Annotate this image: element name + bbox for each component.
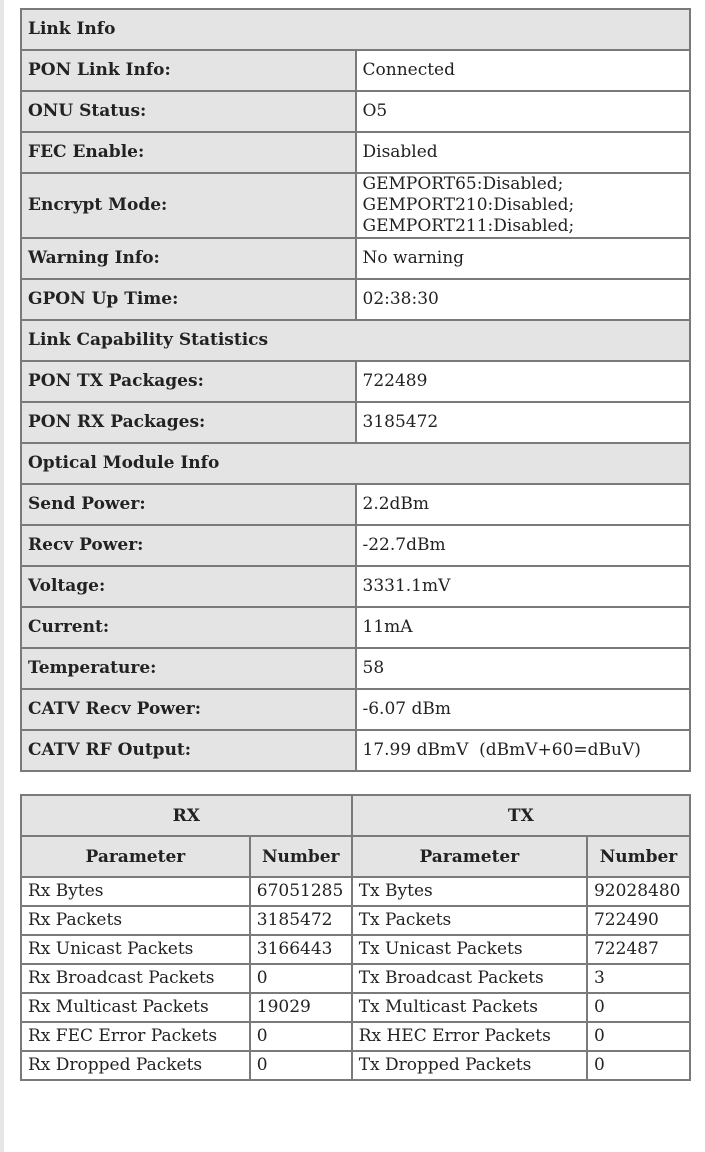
row-label: Warning Info: — [21, 238, 356, 279]
tx-parameter: Tx Bytes — [352, 877, 587, 906]
stats-group-header-row — [21, 795, 690, 836]
row-warning-info — [21, 238, 690, 279]
tx-parameter: Tx Broadcast Packets — [352, 964, 587, 993]
rx-number: 67051285 — [250, 877, 352, 906]
tx-parameter: Tx Multicast Packets — [352, 993, 587, 1022]
row-current — [21, 607, 690, 648]
row-label: PON RX Packages: — [21, 402, 356, 443]
tx-number: 92028480 — [587, 877, 690, 906]
rx-parameter: Rx Unicast Packets — [21, 935, 250, 964]
row-label: Voltage: — [21, 566, 356, 607]
row-pon-link-info — [21, 50, 690, 91]
rx-header: RX — [21, 795, 352, 836]
rx-number: 19029 — [250, 993, 352, 1022]
tx-parameter: Tx Dropped Packets — [352, 1051, 587, 1080]
page-left-edge — [0, 0, 4, 1152]
row-value: 3331.1mV — [356, 566, 691, 607]
row-voltage — [21, 566, 690, 607]
row-catv-rf-output — [21, 730, 690, 771]
section-title: Link Info — [21, 9, 690, 50]
row-value: -22.7dBm — [356, 525, 691, 566]
rx-parameter: Rx FEC Error Packets — [21, 1022, 250, 1051]
stats-row — [21, 964, 690, 993]
rx-parameter: Rx Packets — [21, 906, 250, 935]
tx-number: 0 — [587, 1051, 690, 1080]
rx-parameter-column-header: Parameter — [21, 836, 250, 877]
row-label: Temperature: — [21, 648, 356, 689]
rx-number: 0 — [250, 964, 352, 993]
row-label: Recv Power: — [21, 525, 356, 566]
row-value: 58 — [356, 648, 691, 689]
tx-parameter: Tx Packets — [352, 906, 587, 935]
section-title: Link Capability Statistics — [21, 320, 690, 361]
row-value: GEMPORT65:Disabled; GEMPORT210:Disabled; GEMPORT211:Disabled; — [356, 173, 691, 238]
rx-number: 3166443 — [250, 935, 352, 964]
rx-number-column-header: Number — [250, 836, 352, 877]
section-header-optical-module — [21, 443, 690, 484]
row-label: ONU Status: — [21, 91, 356, 132]
status-page — [20, 8, 691, 1081]
row-gpon-up-time — [21, 279, 690, 320]
tx-header: TX — [352, 795, 690, 836]
rx-number: 0 — [250, 1051, 352, 1080]
row-value: 02:38:30 — [356, 279, 691, 320]
stats-row — [21, 993, 690, 1022]
section-header-link-info — [21, 9, 690, 50]
stats-row — [21, 906, 690, 935]
row-value: No warning — [356, 238, 691, 279]
row-label: CATV Recv Power: — [21, 689, 356, 730]
tx-parameter: Rx HEC Error Packets — [352, 1022, 587, 1051]
stats-row — [21, 1022, 690, 1051]
row-value: Disabled — [356, 132, 691, 173]
row-send-power — [21, 484, 690, 525]
row-label: PON TX Packages: — [21, 361, 356, 402]
row-label: PON Link Info: — [21, 50, 356, 91]
row-temperature — [21, 648, 690, 689]
rx-tx-statistics-table — [20, 794, 691, 1081]
row-catv-recv-power — [21, 689, 690, 730]
tx-parameter: Tx Unicast Packets — [352, 935, 587, 964]
rx-parameter: Rx Dropped Packets — [21, 1051, 250, 1080]
row-recv-power — [21, 525, 690, 566]
row-value: Connected — [356, 50, 691, 91]
row-value: 722489 — [356, 361, 691, 402]
rx-parameter: Rx Broadcast Packets — [21, 964, 250, 993]
stats-column-header-row — [21, 836, 690, 877]
tx-number: 0 — [587, 1022, 690, 1051]
section-title: Optical Module Info — [21, 443, 690, 484]
stats-row — [21, 877, 690, 906]
tx-number: 0 — [587, 993, 690, 1022]
tx-number: 722487 — [587, 935, 690, 964]
stats-row — [21, 1051, 690, 1080]
row-label: GPON Up Time: — [21, 279, 356, 320]
tx-number: 3 — [587, 964, 690, 993]
row-value: -6.07 dBm — [356, 689, 691, 730]
row-pon-rx-packages — [21, 402, 690, 443]
rx-parameter: Rx Bytes — [21, 877, 250, 906]
row-value: 3185472 — [356, 402, 691, 443]
row-value: 11mA — [356, 607, 691, 648]
row-label: Encrypt Mode: — [21, 173, 356, 238]
stats-row — [21, 935, 690, 964]
row-value: 17.99 dBmV (dBmV+60=dBuV) — [356, 730, 691, 771]
link-info-table — [20, 8, 691, 772]
row-label: Current: — [21, 607, 356, 648]
row-label: Send Power: — [21, 484, 356, 525]
row-onu-status — [21, 91, 690, 132]
row-value: O5 — [356, 91, 691, 132]
row-label: CATV RF Output: — [21, 730, 356, 771]
row-label: FEC Enable: — [21, 132, 356, 173]
row-encrypt-mode — [21, 173, 690, 238]
section-header-link-capability — [21, 320, 690, 361]
row-fec-enable — [21, 132, 690, 173]
tx-parameter-column-header: Parameter — [352, 836, 587, 877]
rx-parameter: Rx Multicast Packets — [21, 993, 250, 1022]
rx-number: 3185472 — [250, 906, 352, 935]
tx-number: 722490 — [587, 906, 690, 935]
row-value: 2.2dBm — [356, 484, 691, 525]
row-pon-tx-packages — [21, 361, 690, 402]
rx-number: 0 — [250, 1022, 352, 1051]
tx-number-column-header: Number — [587, 836, 690, 877]
